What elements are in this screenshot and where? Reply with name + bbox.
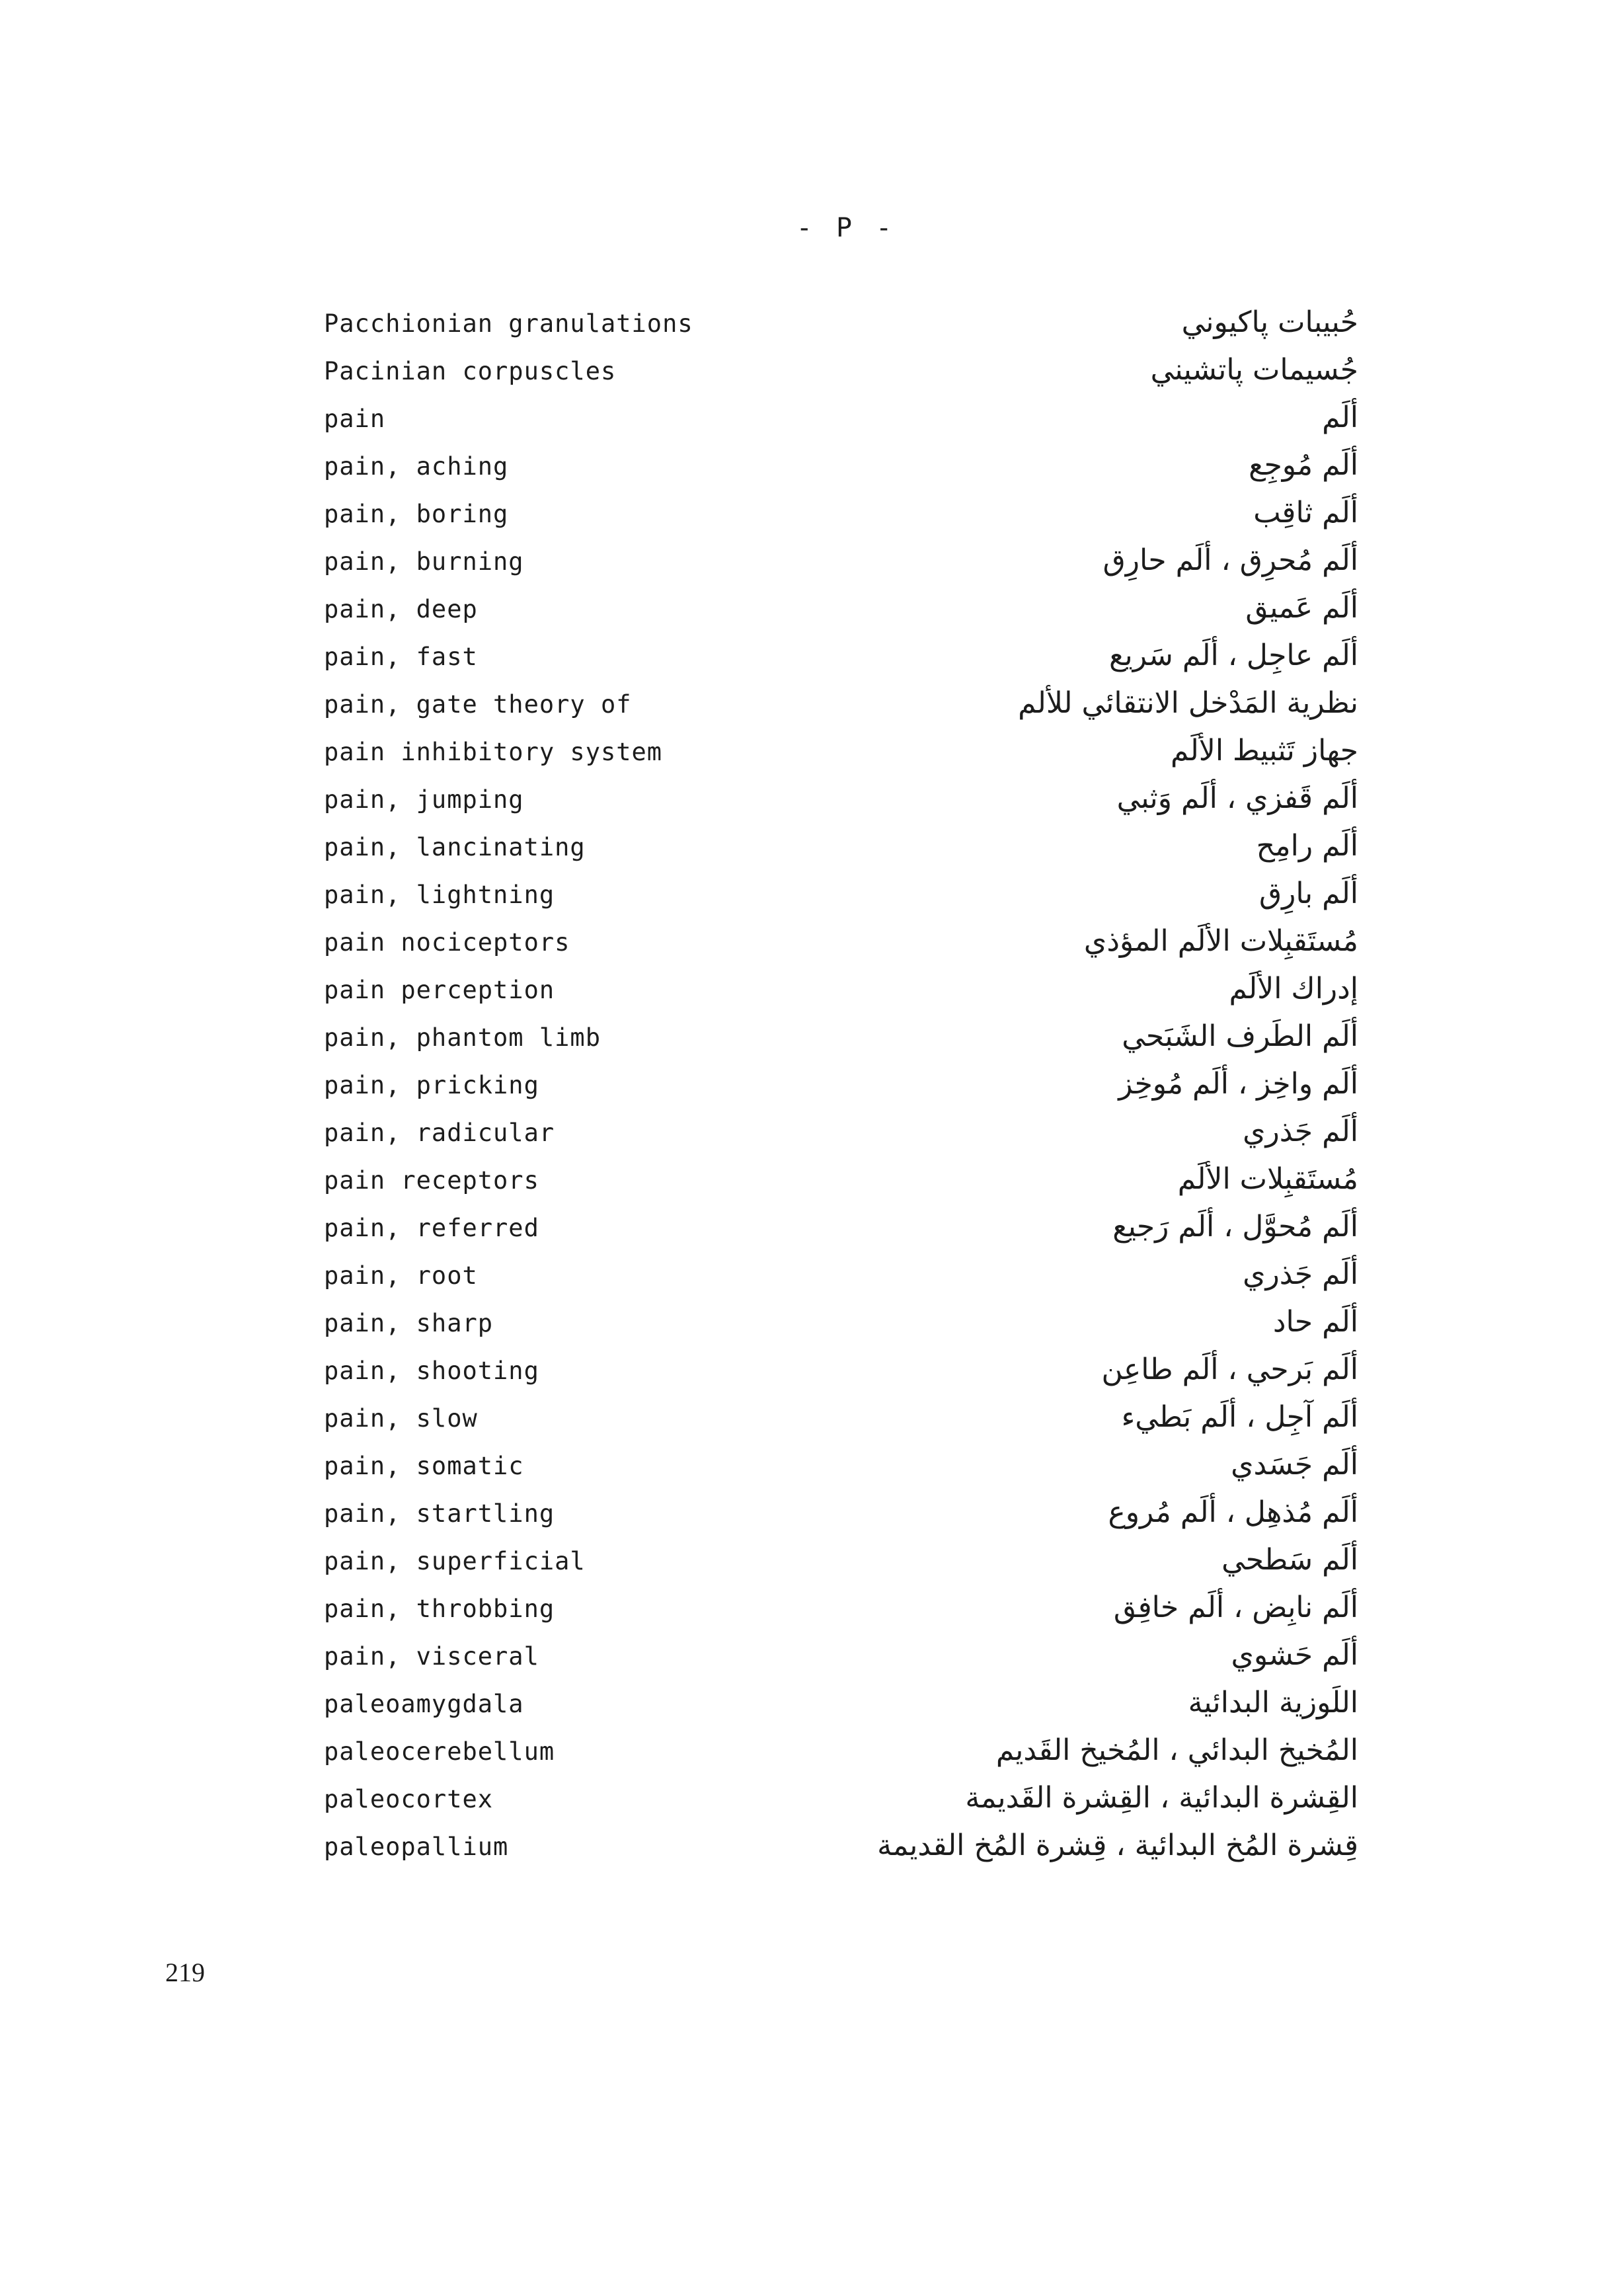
entry-term: pain, slow: [324, 1404, 478, 1433]
entry-translation: ألَم مُحرِق ، ألَم حارِق: [1102, 543, 1358, 577]
dictionary-entry: [0, 1353, 1624, 1400]
dictionary-entry: [0, 496, 1624, 543]
dictionary-entry: [0, 1591, 1624, 1638]
entry-translation: جُسيمات پاتشيني: [1150, 353, 1358, 387]
dictionary-entry: [0, 1781, 1624, 1829]
entry-translation: اللَوزية البدائية: [1188, 1686, 1358, 1720]
dictionary-entry: [0, 972, 1624, 1019]
dictionary-entry: [0, 781, 1624, 829]
entry-term: pain, shooting: [324, 1357, 539, 1385]
page-number: 219: [165, 1958, 205, 1987]
entry-translation: ألَم مُوجِع: [1249, 448, 1358, 482]
entry-translation: ألَم سَطحي: [1221, 1543, 1358, 1577]
entry-term: pain, phantom limb: [324, 1023, 601, 1052]
entry-term: pain, deep: [324, 595, 478, 623]
dictionary-entry: [0, 829, 1624, 877]
dictionary-entry: [0, 1115, 1624, 1162]
entry-term: pain, jumping: [324, 785, 524, 814]
entry-translation: ألَم جَسَدي: [1231, 1448, 1358, 1482]
dictionary-entry: [0, 1019, 1624, 1067]
entry-translation: ألَم مُحوَّل ، ألَم رَجيع: [1112, 1210, 1358, 1244]
entry-term: Pacinian corpuscles: [324, 357, 617, 385]
entry-term: pain, root: [324, 1261, 478, 1290]
entry-translation: ألَم مُذهِل ، ألَم مُروع: [1108, 1495, 1358, 1529]
dictionary-entry: [0, 924, 1624, 972]
entry-translation: ألَم عاجِل ، ألَم سَريع: [1109, 639, 1358, 672]
entry-term: paleocerebellum: [324, 1737, 555, 1766]
entry-translation: ألَم آجِل ، ألَم بَطيء: [1121, 1400, 1358, 1434]
entry-translation: القِشرة البدائية ، القِشرة القَديمة: [965, 1781, 1358, 1815]
entry-term: pain, lightning: [324, 881, 555, 909]
dictionary-entry: [0, 1638, 1624, 1686]
entry-term: pain receptors: [324, 1166, 539, 1195]
entry-translation: حُبيبات پاكيوني: [1181, 305, 1358, 339]
entry-translation: ألَم الطَرف الشَبَحي: [1122, 1019, 1358, 1053]
entry-term: pain: [324, 405, 386, 433]
entry-translation: ألَم جَذري: [1243, 1257, 1358, 1291]
dictionary-entry: [0, 1257, 1624, 1305]
entry-translation: ألَم عَميق: [1245, 591, 1358, 625]
dictionary-entry: [0, 305, 1624, 353]
dictionary-entry: [0, 1210, 1624, 1257]
entry-translation: نظرية المَدْخل الانتقائي للألم: [1018, 686, 1358, 720]
entry-translation: ألَم حَشوي: [1231, 1638, 1358, 1672]
entry-term: pain, lancinating: [324, 833, 586, 861]
entry-term: pain, throbbing: [324, 1595, 555, 1623]
entry-translation: ألَم جَذري: [1243, 1115, 1358, 1148]
dictionary-entry: [0, 1495, 1624, 1543]
dictionary-entry: [0, 877, 1624, 924]
dictionary-entry: [0, 734, 1624, 781]
entry-term: pain, pricking: [324, 1071, 539, 1099]
entry-term: pain, referred: [324, 1214, 539, 1242]
entry-term: paleoamygdala: [324, 1690, 524, 1718]
entry-translation: ألَم واخِز ، ألَم مُوخِز: [1118, 1067, 1358, 1101]
dictionary-entry: [0, 1686, 1624, 1733]
dictionary-entry: [0, 1162, 1624, 1210]
entry-term: pain, boring: [324, 500, 509, 528]
entry-translation: ألَم حاد: [1272, 1305, 1358, 1339]
dictionary-entry: [0, 1067, 1624, 1115]
entry-term: pain, superficial: [324, 1547, 586, 1575]
dictionary-entry: [0, 1305, 1624, 1353]
entry-translation: ألَم ثاقِب: [1253, 496, 1358, 530]
entry-term: pain, burning: [324, 547, 524, 576]
dictionary-entry: [0, 1400, 1624, 1448]
entry-term: paleopallium: [324, 1833, 509, 1861]
entry-term: pain inhibitory system: [324, 738, 663, 766]
dictionary-entry: [0, 639, 1624, 686]
entry-translation: ألَم بَرحي ، ألَم طاعِن: [1101, 1353, 1358, 1386]
dictionary-entry: [0, 591, 1624, 639]
entry-list: [0, 305, 1624, 1876]
entry-term: pain, gate theory of: [324, 690, 632, 719]
dictionary-entry: [0, 1829, 1624, 1876]
entry-term: pain, visceral: [324, 1642, 539, 1671]
entry-term: pain, sharp: [324, 1309, 494, 1337]
entry-translation: ألَم نابِض ، ألَم خافِق: [1113, 1591, 1358, 1624]
entry-term: Pacchionian granulations: [324, 309, 693, 338]
dictionary-entry: [0, 1733, 1624, 1781]
entry-translation: مُستَقبِلات الألَم المؤذي: [1083, 924, 1358, 958]
entry-term: pain, somatic: [324, 1452, 524, 1480]
entry-translation: قِشرة المُخ البدائية ، قِشرة المُخ القديمة: [877, 1829, 1358, 1862]
dictionary-entry: [0, 448, 1624, 496]
entry-translation: مُستَقبِلات الألَم: [1177, 1162, 1358, 1196]
dictionary-entry: [0, 686, 1624, 734]
entry-term: paleocortex: [324, 1785, 494, 1813]
entry-translation: ألَم قَفزي ، ألَم وَثبي: [1116, 781, 1358, 815]
dictionary-entry: [0, 1448, 1624, 1495]
dictionary-entry: [0, 543, 1624, 591]
entry-term: pain, radicular: [324, 1119, 555, 1147]
section-heading: - P -: [796, 213, 896, 243]
entry-term: pain nociceptors: [324, 928, 570, 957]
entry-translation: ألَم رامِح: [1256, 829, 1358, 863]
entry-term: pain perception: [324, 976, 555, 1004]
entry-term: pain, fast: [324, 643, 478, 671]
dictionary-entry: [0, 1543, 1624, 1591]
entry-term: pain, aching: [324, 452, 509, 481]
dictionary-entry: [0, 401, 1624, 448]
entry-translation: ألَم: [1322, 401, 1358, 434]
entry-translation: إدراك الألَم: [1229, 972, 1358, 1006]
entry-term: pain, startling: [324, 1499, 555, 1528]
entry-translation: المُخيخ البدائي ، المُخيخ القَديم: [995, 1733, 1358, 1767]
dictionary-entry: [0, 353, 1624, 401]
entry-translation: جهاز تَثبيط الألَم: [1171, 734, 1358, 768]
entry-translation: ألَم بارِق: [1259, 877, 1358, 910]
